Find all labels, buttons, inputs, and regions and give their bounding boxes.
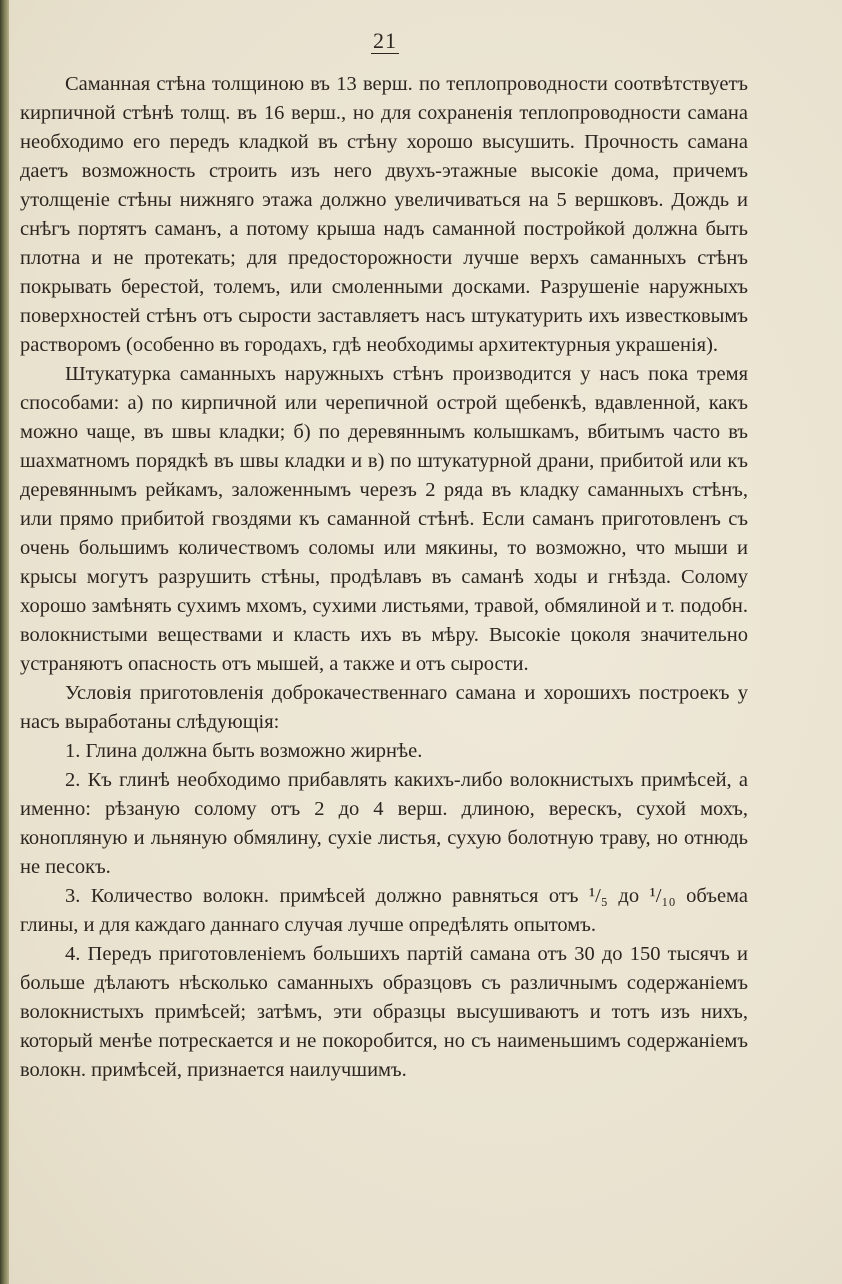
body-text — [20, 70, 748, 1085]
list-item-1: 1. Глина должна быть возможно жирнѣе. — [65, 740, 423, 762]
list-item-3: 3. Количество волокн. примѣсей должно равняться отъ ¹/₅ до ¹/₁₀ объема глины, и для каждаго даннаго случая лучше опредѣлять опытомъ. — [20, 885, 748, 936]
paragraph-saman-walls: Саманная стѣна толщиною въ 13 верш. по теплопроводности соотвѣтствуетъ кирпичной стѣнѣ толщ. въ 16 верш., но для сохраненія теплопроводности самана необходимо его передъ кладкой въ стѣну хорошо высушить. Прочность самана даетъ возможность строить изъ него двухъ-этажные высокіе дома, причемъ утолщеніе стѣны нижняго этажа должно увеличиваться на 5 вершковъ. Дождь и снѣгъ портятъ саманъ, а потому крыша надъ саманной постройкой должна быть плотна и не протекать; для предосторожности лучше верхъ саманныхъ стѣнъ покрывать берестой, толемъ, или смоленными досками. Разрушеніе наружныхъ поверхностей стѣнъ отъ сырости заставляетъ насъ штукатурить ихъ известковымъ растворомъ (особенно въ городахъ, гдѣ необходимы архитектурныя украшенія). — [20, 73, 748, 356]
book-binding-edge — [0, 0, 9, 1284]
paragraph-conditions-intro: Условія приготовленія доброкачественнаго самана и хорошихъ построекъ у насъ выработаны слѣдующія: — [20, 682, 748, 733]
list-item-2: 2. Къ глинѣ необходимо прибавлять какихъ-либо волокнистыхъ примѣсей, а именно: рѣзаную солому отъ 2 до 4 верш. длиною, верескъ, сухой мохъ, конопляную и льняную обмялину, сухіе листья, сухую болотную траву, но отнюдь не песокъ. — [20, 769, 748, 878]
page-number — [0, 28, 770, 54]
list-item-4: 4. Передъ приготовленіемъ большихъ партій самана отъ 30 до 150 тысячъ и больше дѣлаютъ нѣсколько саманныхъ образцовъ съ различнымъ содержаніемъ волокнистыхъ примѣсей; затѣмъ, эти образцы высушиваютъ и тотъ изъ нихъ, который менѣе потрескается и не покоробится, но съ наименьшимъ содержаніемъ волокн. примѣсей, признается наилучшимъ. — [20, 943, 748, 1081]
page-number-text: 21 — [373, 28, 397, 53]
paragraph-plastering: Штукатурка саманныхъ наружныхъ стѣнъ производится у насъ пока тремя способами: а) по кирпичной или черепичной острой щебенкѣ, вдавленной, какъ можно чаще, въ швы кладки; б) по деревяннымъ колышкамъ, вбитымъ часто въ шахматномъ порядкѣ въ швы кладки и в) по штукатурной драни, прибитой или къ деревяннымъ рейкамъ, заложеннымъ черезъ 2 ряда въ кладку саманныхъ стѣнъ, или прямо прибитой гвоздями къ саманной стѣнѣ. Если саманъ приготовленъ съ очень большимъ количествомъ соломы или мякины, то возможно, что мыши и крысы могутъ разрушить стѣны, продѣлавъ въ саманѣ ходы и гнѣзда. Солому хорошо замѣнять сухимъ мхомъ, сухими листьями, травой, обмялиной и т. подобн. волокнистыми веществами и класть ихъ въ мѣру. Высокіе цоколя значительно устраняютъ опасность отъ мышей, а также и отъ сырости. — [20, 363, 748, 675]
